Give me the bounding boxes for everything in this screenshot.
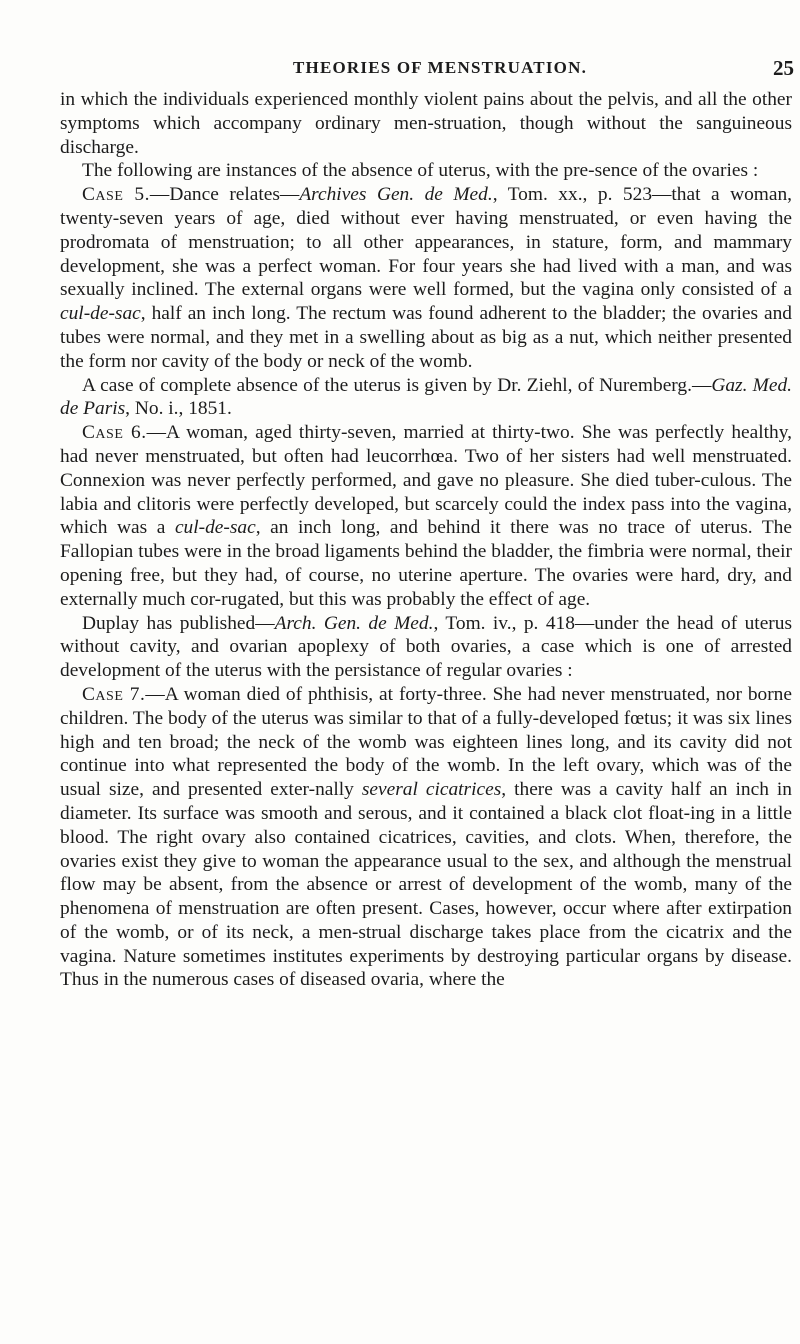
citation: Archives Gen. de Med. [299, 184, 493, 206]
paragraph-text: —A woman died of phthisis, at forty-three. She had never menstruated, nor borne children. The body of the uterus was similar to that of a fully-developed fœtus; it was six lines high and ten broad; the neck of the womb was eighteen lines long, and its cavity did not continue into what represented the body of the womb. In the left ovary, which was of the usual size, and presented exter-nally [60, 683, 792, 801]
paragraph-intro-cases [60, 159, 792, 183]
paragraph-text: , half an inch long. The rectum was found adherent to the bladder; the ovaries and tubes were normal, and they met in a swelling about as big as a nut, which neither presented the form nor cavity of the body or neck of the womb. [60, 303, 792, 372]
case-label: Case 5. [82, 184, 150, 206]
page-number: 25 [773, 56, 794, 80]
paragraph-duplay [60, 612, 792, 683]
paragraph-ziehl [60, 374, 792, 422]
paragraph-text: —Dance relates— [149, 184, 300, 206]
paragraph-text: , an inch long, and behind it there was no trace of uterus. The Fallopian tubes were in the broad ligaments behind the bladder, the fimbria were normal, their opening free, but they had, of course, no uterine aperture. The ovaries were hard, dry, and externally much cor-rugated, but this was probably the effect of age. [60, 517, 792, 610]
italic-term: cul-de-sac [174, 517, 256, 539]
paragraph-text: , Tom. xx., p. 523—that a woman, twenty-seven years of age, died without ever having menstruated, or even having the prodromata of menstruation; to all other appearances, in stature, form, and mammary development, she was a perfect woman. For four years she had lived with a man, and was sexually inclined. The external organs were well formed, but the vagina only consisted of a [60, 184, 793, 301]
paragraph-text: in which the individuals experienced monthly violent pains about the pelvis, and all the other symptoms which accompany ordinary men-struation, though without the sanguineous discharge. [60, 89, 792, 158]
paragraph-text: Duplay has published— [82, 612, 275, 634]
paragraph-case-5 [60, 183, 792, 373]
body-text [60, 88, 792, 992]
paragraph-continuation [60, 88, 792, 159]
case-label: Case 7. [82, 683, 146, 705]
italic-term: several cicatrices [361, 779, 502, 801]
italic-term: cul-de-sac [60, 303, 141, 325]
paragraph-text: —A woman, aged thirty-seven, married at thirty-two. She was perfectly healthy, had never menstruated, but often had leucorrhœa. Two of her sisters had well menstruated. Connexion was never perfectly performed, and gave no pleasure. She died tuber-culous. The labia and clitoris were perfectly developed, but scarcely could the index pass into the vagina, which was a [60, 422, 792, 539]
paragraph-text: , Tom. iv., p. 418—under the head of uterus without cavity, and ovarian apoplexy of both ovaries, a case which is one of arrested development of the uterus with the persistance of regular ovaries : [60, 612, 793, 682]
citation: Arch. Gen. de Med. [274, 612, 434, 634]
citation: Gaz. Med. de Paris [60, 374, 792, 420]
paragraph-text: A case of complete absence of the uterus is given by Dr. Ziehl, of Nuremberg.— [82, 374, 712, 396]
paragraph-text: The following are instances of the absence of uterus, with the pre-sence of the ovaries : [82, 160, 759, 182]
paragraph-text: , there was a cavity half an inch in diameter. Its surface was smooth and serous, and it contained a black clot float-ing in a little blood. The right ovary also contained cicatrices, cavities, and clots. When, therefore, the ovaries exist they give to woman the appearance usual to the sex, and although the menstrual flow may be absent, from the absence or arrest of development of the womb, many of the phenomena of menstruation are often present. Cases, however, occur where after extirpation of the womb, or of its neck, a men-strual discharge takes place from the cicatrix and the vagina. Nature sometimes institutes experiments by destroying particular organs by disease. Thus in the numerous cases of diseased ovaria, where the [60, 779, 792, 991]
paragraph-text: , No. i., 1851. [125, 398, 232, 420]
case-label: Case 6. [82, 422, 147, 444]
running-head [130, 58, 794, 84]
running-title: THEORIES OF MENSTRUATION. [293, 58, 588, 77]
paragraph-case-7 [60, 683, 792, 992]
paragraph-case-6 [60, 421, 792, 611]
